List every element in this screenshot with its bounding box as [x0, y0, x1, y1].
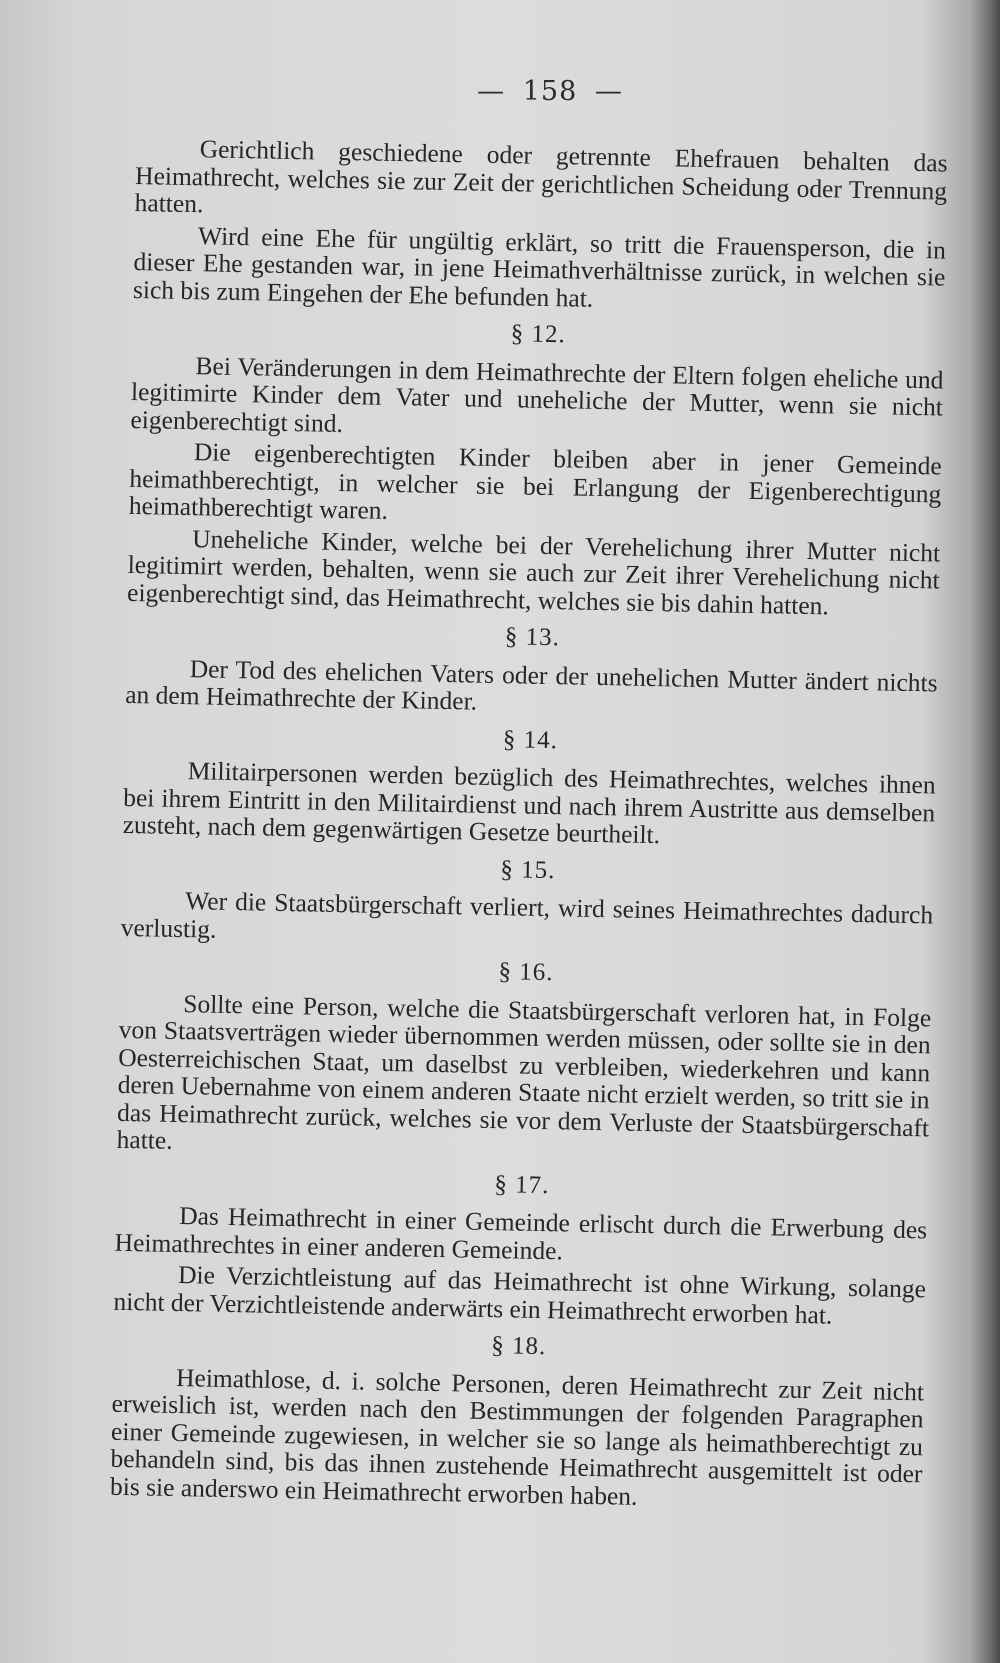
- section-14: [122, 718, 936, 854]
- section-17: [113, 1163, 928, 1330]
- page-number-dash-right: —: [594, 76, 623, 107]
- page-number: [0, 76, 1000, 107]
- section-paragraph: Der Tod des ehelichen Vaters oder der unehelichen Mutter ändert nichts an dem Heimathrechte der Kinder.: [124, 653, 938, 716]
- section-paragraph: Die Verzichtleistung auf das Heimathrecht ist ohne Wirkung, solange nicht der Verzichtleistende anderwärts ein Heimathrecht erworben hat.: [113, 1260, 927, 1330]
- section-heading: § 12.: [510, 320, 566, 349]
- section-paragraph: Das Heimathrecht in einer Gemeinde erlischt durch die Erwerbung des Heimathrechtes in einer anderen Gemeinde.: [114, 1201, 928, 1265]
- intro-paragraph: Gerichtlich geschiedene oder getrennte Ehefrauen behalten das Heimathrecht, welches sie zur Zeit der gerichtlichen Scheidung oder Trennung hatten.: [134, 134, 948, 219]
- section-paragraph: Bei Veränderungen in dem Heimathrechte der Eltern folgen eheliche und legitimirte Kinder dem Vater und uneheliche der Mutter, wenn sie nicht eigenberechtigt sind.: [130, 350, 944, 438]
- section-paragraph: Heimathlose, d. i. solche Personen, deren Heimathrecht zur Zeit nicht erweislich ist, werden nach den Bestimmungen der folgenden Paragraphen einer Gemeinde zugewiesen, in welcher sie so lange als heimathberechtigt zu behandeln sind, bis das ihnen zustehende Heimathrecht ausgemittelt ist oder bis sie anderswo ein Heimathrecht erworben haben.: [109, 1362, 925, 1511]
- section-paragraph: Wer die Staatsbürgerschaft verliert, wird seines Heimathrechtes dadurch verlustig.: [120, 886, 934, 944]
- section-heading: § 15.: [500, 855, 556, 884]
- section-paragraph: Sollte eine Person, welche die Staatsbürgerschaft verloren hat, in Folge von Staatsverträgen wieder übernommen werden müssen, oder sollte sie in den Oesterreichischen Staat, um daselbst zu verbleiben, wiederkehren und kann deren Uebernahme von einem anderen Staate nicht erzielt werden, so tritt sie in das Heimathrecht zurück, welches sie vor dem Verluste der Staatsbürgerschaft hatte.: [116, 988, 932, 1155]
- section-heading: § 14.: [502, 725, 559, 754]
- section-paragraph: Militairpersonen werden bezüglich des Heimathrechtes, welches ihnen bei ihrem Eintritt in den Militairdienst und nach ihrem Austritte aus demselben zusteht, nach dem gegenwärtigen Gesetze beurtheilt.: [122, 756, 936, 850]
- section-heading: § 17.: [494, 1170, 550, 1199]
- section-18: [110, 1325, 925, 1516]
- section-heading: § 16.: [498, 958, 554, 987]
- page-number-value: 158: [522, 76, 578, 107]
- section-12: [127, 313, 944, 622]
- section-paragraph: Die eigenberechtigten Kinder bleiben aber in jener Gemeinde heimathberechtigt, in welcher sie bei Erlangung der Eigenberechtigung heimathberechtigt waren.: [128, 437, 943, 525]
- intro-paragraph: Wird eine Ehe für ungültig erklärt, so tritt die Frauensperson, die in dieser Ehe gestanden war, in jene Heimathverhältnisse zurück, in welchen sie sich bis zum Eingehen der Ehe befunden hat.: [132, 220, 947, 313]
- section-16: [116, 951, 932, 1169]
- section-13: [125, 616, 939, 724]
- section-heading: § 18.: [491, 1332, 547, 1361]
- section-15: [121, 848, 935, 956]
- section-paragraph: Uneheliche Kinder, welche bei der Verehelichung ihrer Mutter nicht legitimirt werden, behalten, wenn sie auch zur Zeit ihrer Verehelichung nicht eigenberechtigt sind, das Heimathrecht, welches sie bis dahin hatten.: [126, 523, 941, 620]
- page-number-dash-left: —: [477, 76, 506, 107]
- body-text: [110, 134, 948, 1519]
- section-heading: § 13.: [504, 623, 561, 652]
